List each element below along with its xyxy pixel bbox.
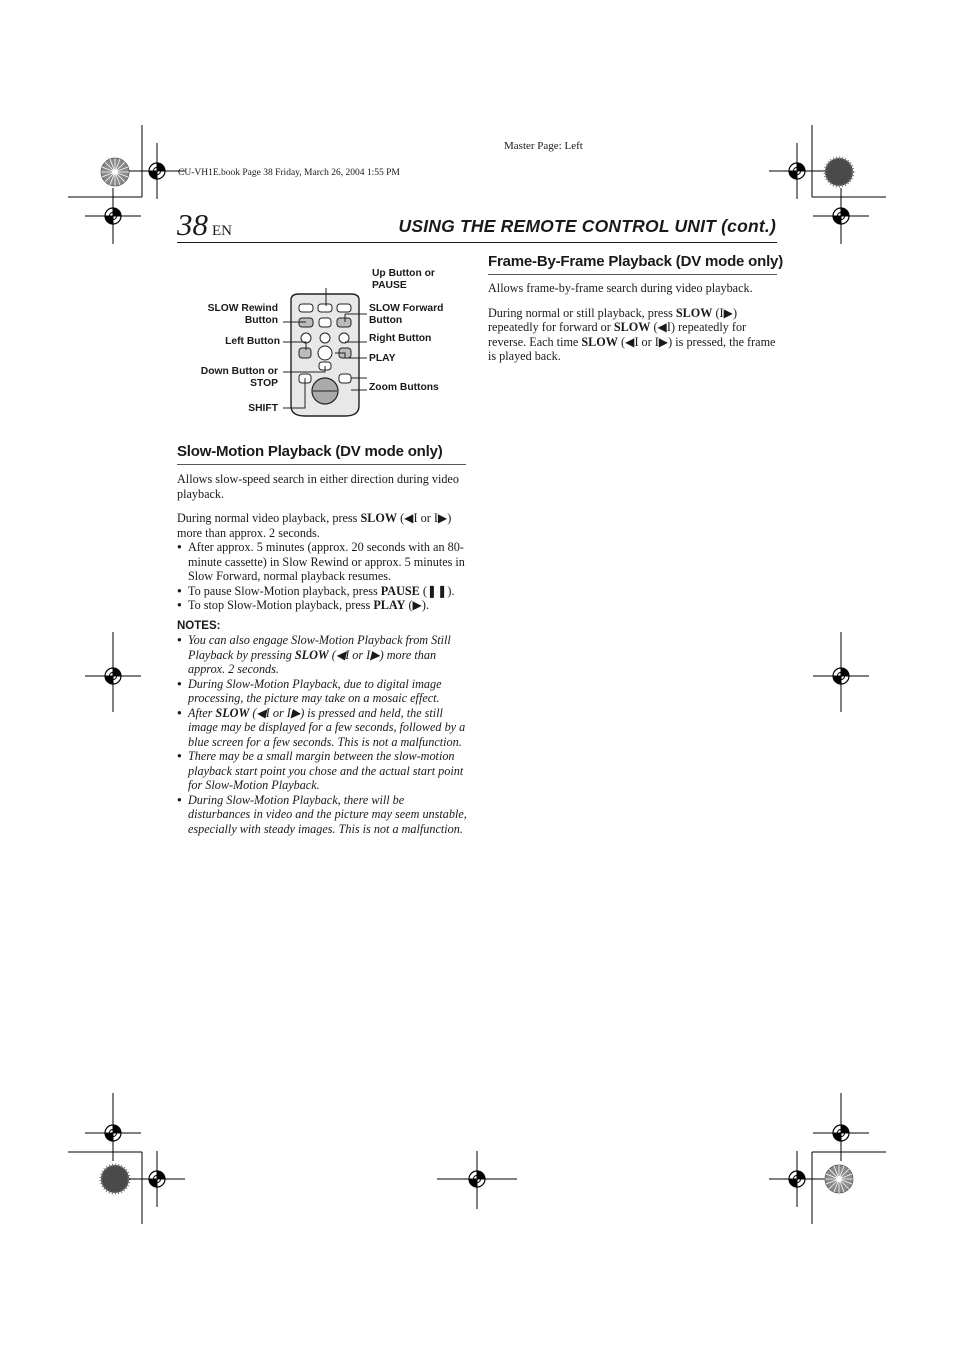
book-info-line: CU-VH1E.book Page 38 Friday, March 26, 2004 1:55 PM — [178, 168, 400, 178]
label-shift: SHIFT — [248, 403, 278, 414]
frame-by-frame-heading-block — [488, 253, 783, 275]
slow-motion-heading: Slow-Motion Playback (DV mode only) — [177, 443, 443, 460]
list-item: ● To pause Slow-Motion playback, press PAUSE (❚❚). — [177, 584, 469, 599]
list-item: ● During Slow-Motion Playback, there will be disturbances in video and the picture may seem unstable, especially with steady images. This is not a malfunction. — [177, 793, 469, 837]
label-up-button: Up Button or PAUSE — [372, 268, 435, 291]
master-page-label: Master Page: Left — [504, 140, 583, 152]
label-slow-forward: SLOW Forward Button — [369, 303, 444, 326]
list-item: ● After SLOW (◀I or I▶) is pressed and held, the still image may be displayed for a few seconds, followed by a blue screen for a few seconds. This is not a malfunction. — [177, 706, 469, 750]
slow-motion-instruction: During normal video playback, press SLOW (◀I or I▶) more than approx. 2 seconds. — [177, 511, 452, 540]
notes-list — [177, 633, 469, 836]
list-item: ● There may be a small margin between the slow-motion playback start point you chose and the actual start point for Slow-Motion Playback. — [177, 749, 469, 793]
label-left-button: Left Button — [225, 336, 280, 347]
list-item: ● You can also engage Slow-Motion Playback from Still Playback by pressing SLOW (◀I or I▶) more than approx. 2 seconds. — [177, 633, 469, 677]
frame-by-frame-intro: Allows frame-by-frame search during video playback. — [488, 281, 753, 295]
list-item: ● After approx. 5 minutes (approx. 20 seconds with an 80-minute cassette) in Slow Rewind or approx. 5 minutes in Slow Forward, normal playback resumes. — [177, 540, 469, 584]
slow-motion-bullets — [177, 540, 469, 613]
slow-motion-body — [177, 472, 469, 836]
label-slow-rewind: SLOW Rewind Button — [207, 303, 278, 326]
label-down-button: Down Button or STOP — [200, 366, 278, 389]
list-item: ● During Slow-Motion Playback, due to digital image processing, the picture may take on a mosaic effect. — [177, 677, 469, 706]
language-code: EN — [212, 223, 232, 239]
list-item: ● To stop Slow-Motion playback, press PLAY (▶). — [177, 598, 469, 613]
page-number: 38 EN — [177, 207, 232, 242]
slow-motion-intro: Allows slow-speed search in either direction during video playback. — [177, 472, 459, 501]
label-zoom-buttons: Zoom Buttons — [369, 382, 439, 393]
frame-by-frame-instruction: During normal or still playback, press SLOW (I▶) repeatedly for forward or SLOW (◀I) repeatedly for reverse. Each time SLOW (◀I or I▶) is pressed, the frame is played back. — [488, 305, 776, 363]
running-title: USING THE REMOTE CONTROL UNIT (cont.) — [398, 216, 776, 236]
frame-by-frame-heading: Frame-By-Frame Playback (DV mode only) — [488, 253, 783, 270]
frame-by-frame-body — [488, 281, 780, 364]
label-play: PLAY — [369, 353, 396, 364]
notes-title: NOTES: — [177, 619, 221, 632]
slow-motion-heading-block — [177, 443, 466, 465]
header-rule — [177, 242, 777, 243]
label-right-button: Right Button — [369, 333, 432, 344]
